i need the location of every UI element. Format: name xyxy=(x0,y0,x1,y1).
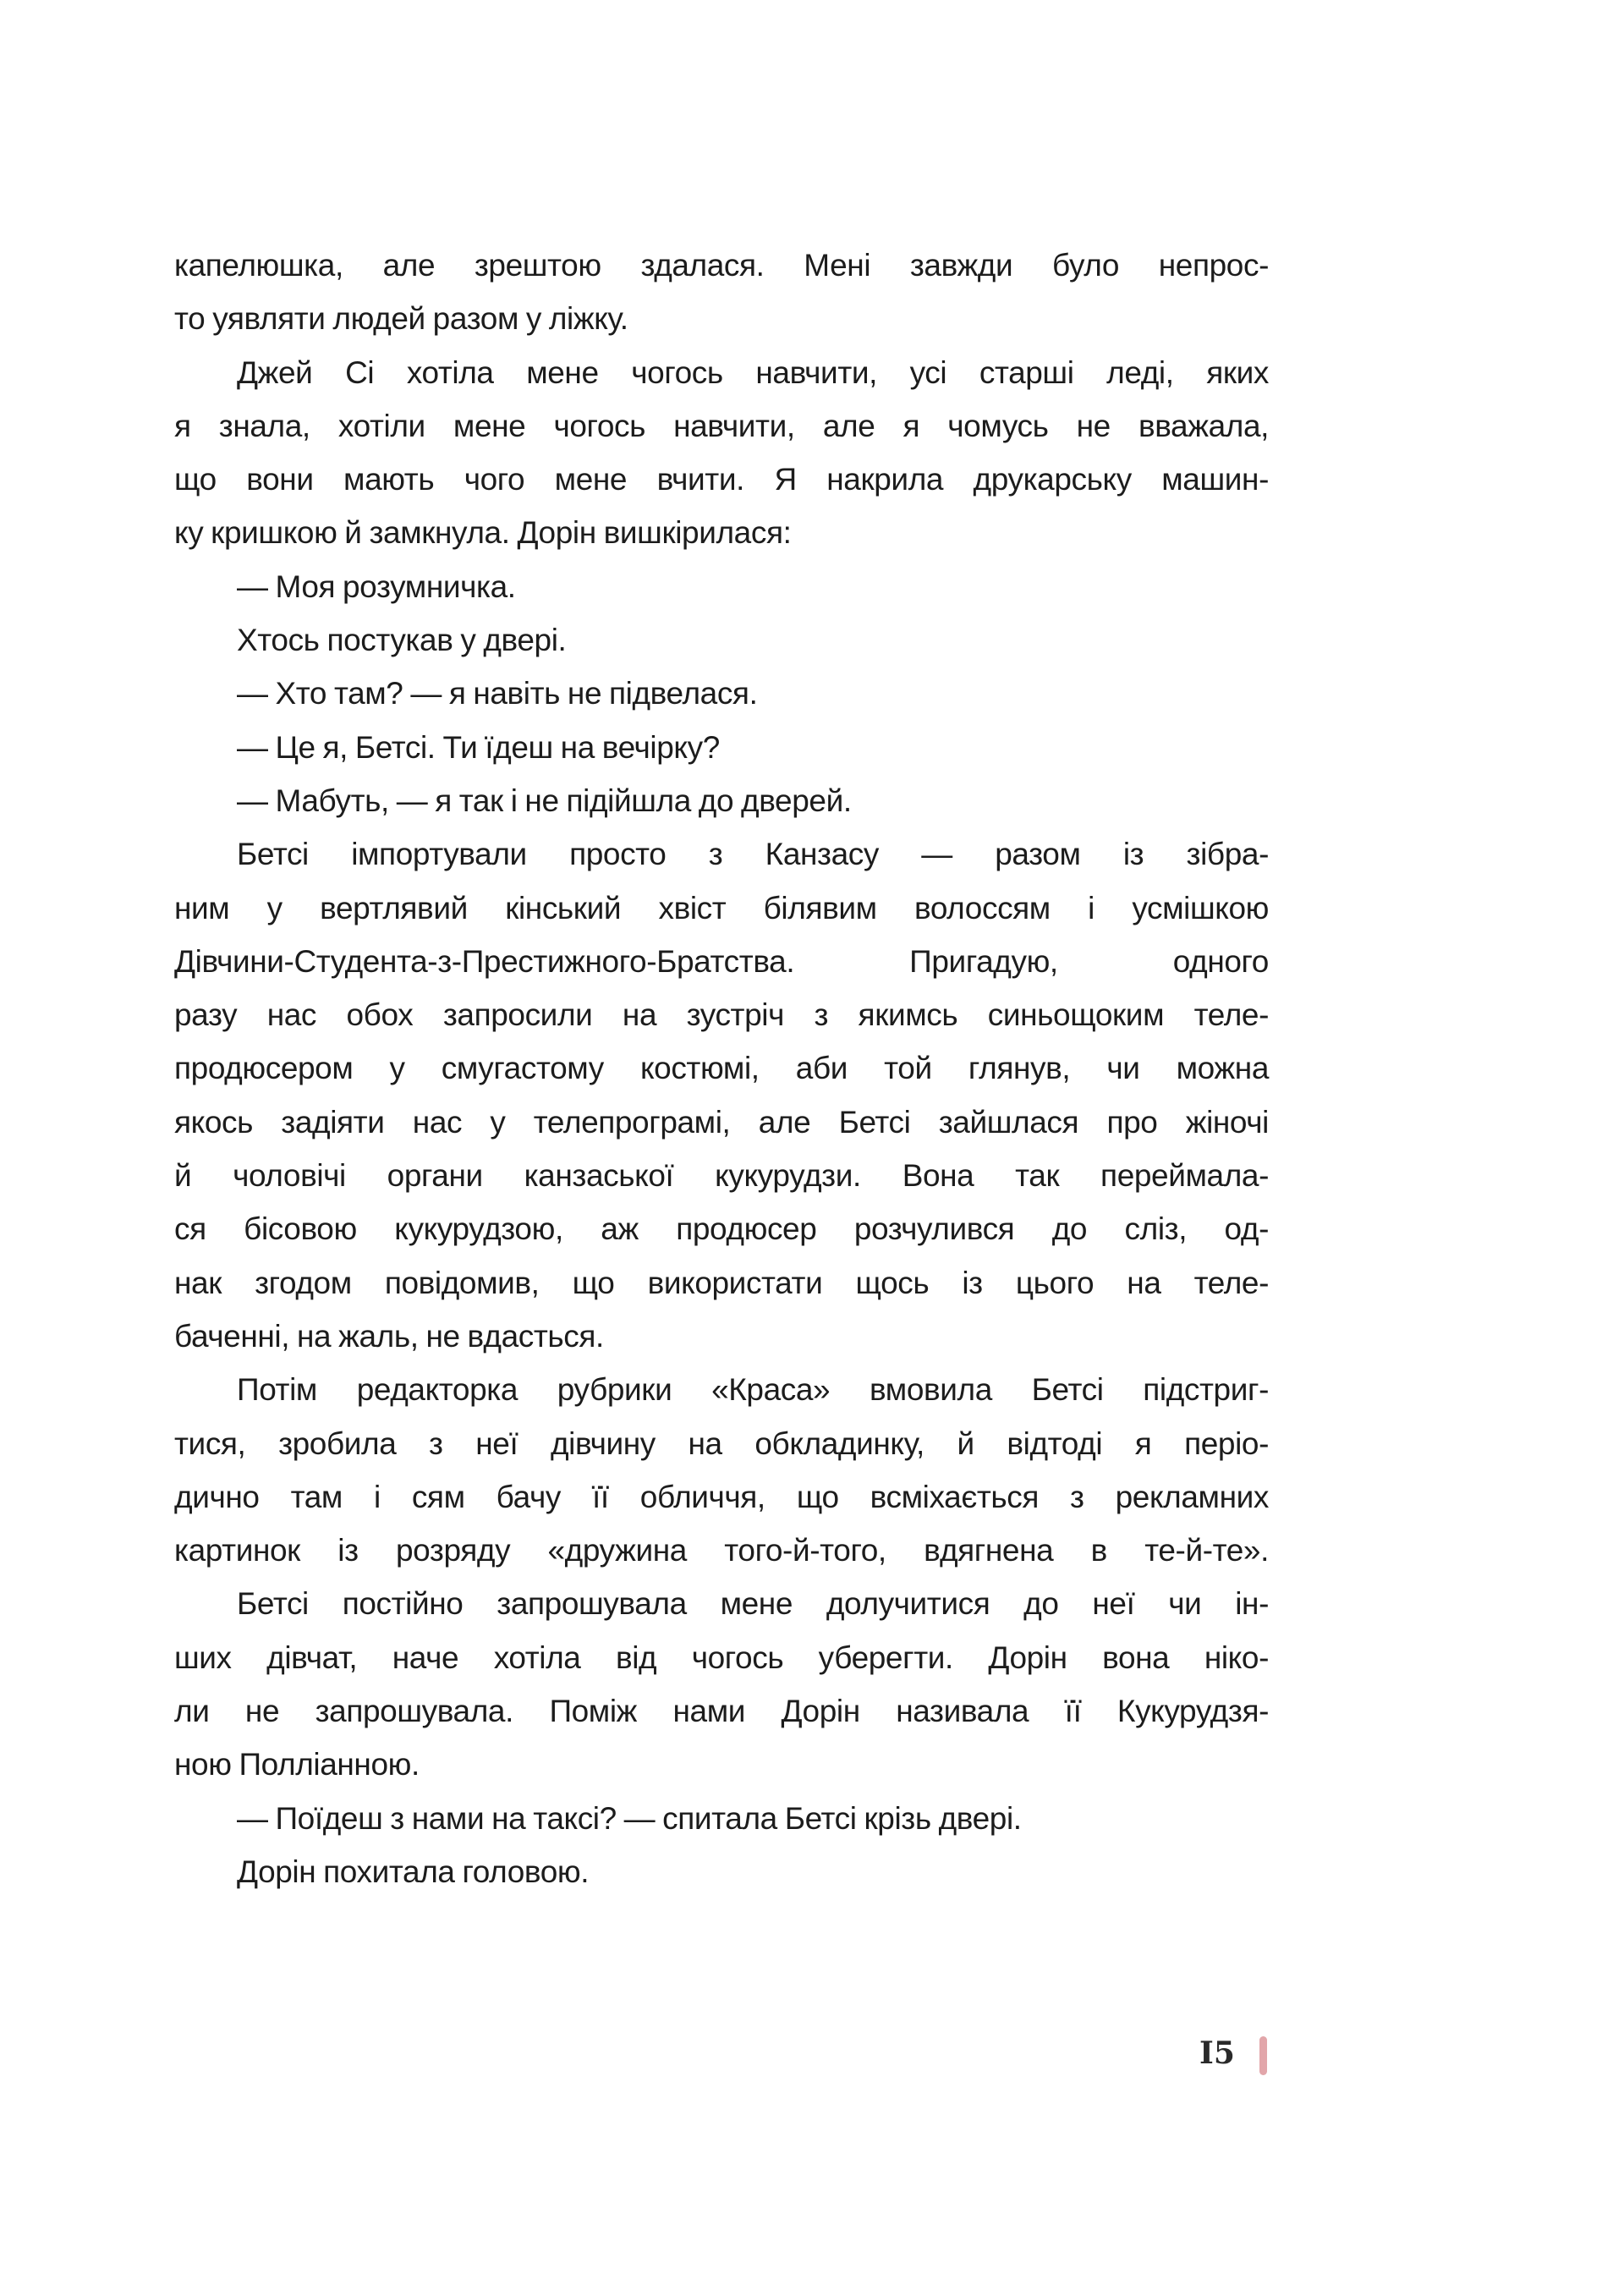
text-line: то уявляти людей разом у ліжку. xyxy=(174,301,628,337)
text-line: й чоловічі органи канзаської кукурудзи. Вона так переймала- xyxy=(174,1158,1269,1194)
text-line: ли не запрошувала. Поміж нами Дорін називала її Кукурудзя- xyxy=(174,1694,1269,1729)
text-line: Джей Сі хотіла мене чогось навчити, усі старші леді, яких xyxy=(237,354,1269,390)
text-line: Дівчини-Студента-з-Престижного-Братства. Пригадую, одного xyxy=(174,943,1269,979)
text-line: нак згодом повідомив, що використати щось із цього на теле- xyxy=(174,1265,1269,1300)
text-line: ших дівчат, наче хотіла від чогось уберегти. Дорін вона ніко- xyxy=(174,1640,1269,1675)
page-marker-bar xyxy=(1259,2036,1267,2075)
text-line: капелюшка, але зрештою здалася. Мені завжди було непрос- xyxy=(174,248,1269,283)
text-line: якось задіяти нас у телепрограмі, але Бетсі зайшлася про жіночі xyxy=(174,1104,1269,1140)
text-line: — Поїдеш з нами на таксі? — спитала Бетсі крізь двері. xyxy=(237,1800,1022,1836)
text-line: ною Полліанною. xyxy=(174,1747,420,1782)
text-line: Бетсі постійно запрошувала мене долучитися до неї чи ін- xyxy=(237,1586,1269,1622)
text-line: ку кришкою й замкнула. Дорін вишкірилася: xyxy=(174,515,792,551)
text-line: ся бісовою кукурудзою, аж продюсер розчулився до сліз, од- xyxy=(174,1211,1269,1247)
text-line: — Хто там? — я навіть не підвелася. xyxy=(237,676,758,711)
text-line: картинок із розряду «дружина того-й-того, вдягнена в те-й-те». xyxy=(174,1533,1269,1568)
text-line: Дорін похитала головою. xyxy=(237,1854,590,1889)
text-line: — Це я, Бетсі. Ти їдеш на вечірку? xyxy=(237,729,720,765)
text-line: продюсером у смугастому костюмі, аби той глянув, чи можна xyxy=(174,1051,1269,1086)
text-line: ним у вертлявий кінський хвіст білявим волоссям і усмішкою xyxy=(174,890,1269,926)
text-line: Хтось постукав у двері. xyxy=(237,623,567,658)
body-text xyxy=(174,239,1269,1898)
page-number: I5 xyxy=(1199,2035,1235,2071)
text-line: разу нас обох запросили на зустріч з якимсь синьощоким теле- xyxy=(174,997,1269,1033)
text-line: Бетсі імпортували просто з Канзасу — разом із зібра- xyxy=(237,837,1269,872)
text-line: я знала, хотіли мене чогось навчити, але я чомусь не вважала, xyxy=(174,408,1269,443)
text-line: що вони мають чого мене вчити. Я накрила друкарську машин- xyxy=(174,462,1269,497)
text-line: баченні, на жаль, не вдасться. xyxy=(174,1318,604,1354)
text-line: дично там і сям бачу її обличчя, що всміхається з рекламних xyxy=(174,1479,1269,1514)
text-line: — Моя розумничка. xyxy=(237,568,516,604)
text-line: — Мабуть, — я так і не підійшла до дверей. xyxy=(237,783,852,818)
text-line: тися, зробила з неї дівчину на обкладинку, й відтоді я періо- xyxy=(174,1425,1269,1461)
text-line: Потім редакторка рубрики «Краса» вмовила Бетсі підстриг- xyxy=(237,1372,1269,1408)
